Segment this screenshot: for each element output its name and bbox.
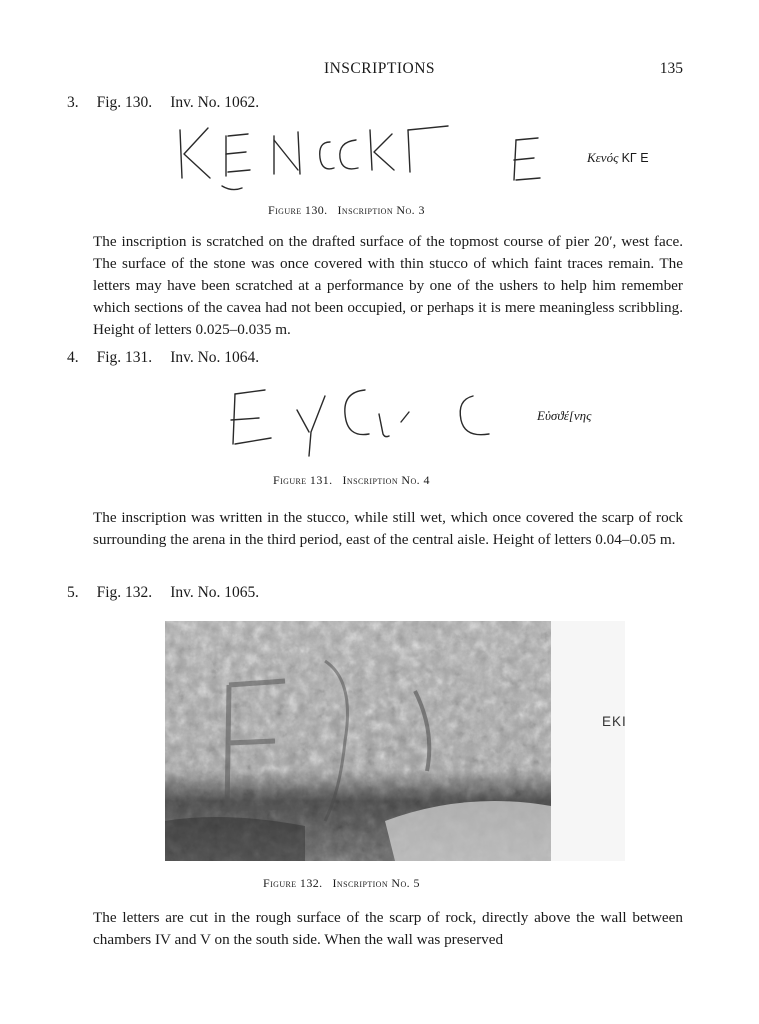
caption-label: Inscription No. 5 <box>332 876 420 890</box>
caption-figure: Figure 132. <box>263 876 323 890</box>
rock-scarp-photograph <box>165 621 551 861</box>
figure-130-caption <box>268 203 425 218</box>
caption-label: Inscription No. 4 <box>342 473 430 487</box>
entry-3-heading <box>67 94 277 112</box>
photo-transliteration: EKI <box>602 714 627 729</box>
figure-reference: Fig. 132. <box>96 584 153 601</box>
inscription-4-drawing <box>225 382 505 462</box>
entry-5-paragraph: The letters are cut in the rough surface of the scarp of rock, directly above the wall between chambers IV and V on the south side. When the wall was preserved <box>93 909 683 948</box>
inscription-3-drawing <box>170 120 550 200</box>
caption-figure: Figure 130. <box>268 203 328 217</box>
inventory-number: Inv. No. 1065. <box>170 584 260 601</box>
transliteration-4: Εὐσϑέ[νης <box>537 408 592 423</box>
entry-number: 5. <box>67 584 79 601</box>
inventory-number: Inv. No. 1062. <box>170 94 260 111</box>
entry-3-paragraph: The inscription is scratched on the drafted surface of the topmost course of pier 20′, west face. The surface of the stone was once covered with thin stucco of which faint traces remain. The letters may have been scratched at a performance by one of the ushers to help him remember which sections of the cavea had not been occupied, or perhaps it is mere meaningless scribbling. Height of letters 0.025–0.035 m. <box>93 233 683 338</box>
transliteration-3 <box>587 150 649 166</box>
transliteration-caps: ΚΓ Ε <box>621 151 649 165</box>
figure-reference: Fig. 130. <box>96 94 153 111</box>
page-number: 135 <box>659 60 683 77</box>
inventory-number: Inv. No. 1064. <box>170 349 260 366</box>
figure-132-frame <box>165 621 625 861</box>
entry-number: 3. <box>67 94 79 111</box>
transliteration-greek: Κενός <box>587 150 619 165</box>
entry-4-heading <box>67 349 277 367</box>
figure-131-caption <box>273 473 430 488</box>
caption-figure: Figure 131. <box>273 473 333 487</box>
entry-5-heading <box>67 584 277 602</box>
caption-label: Inscription No. 3 <box>337 203 425 217</box>
entry-4-paragraph: The inscription was written in the stucco, while still wet, which once covered the scarp of rock surrounding the arena in the third period, east of the central aisle. Height of letters 0.04–0.05 m. <box>93 509 683 548</box>
running-header: INSCRIPTIONS <box>323 60 436 77</box>
figure-reference: Fig. 131. <box>96 349 153 366</box>
figure-132-caption <box>263 876 420 891</box>
entry-number: 4. <box>67 349 79 366</box>
